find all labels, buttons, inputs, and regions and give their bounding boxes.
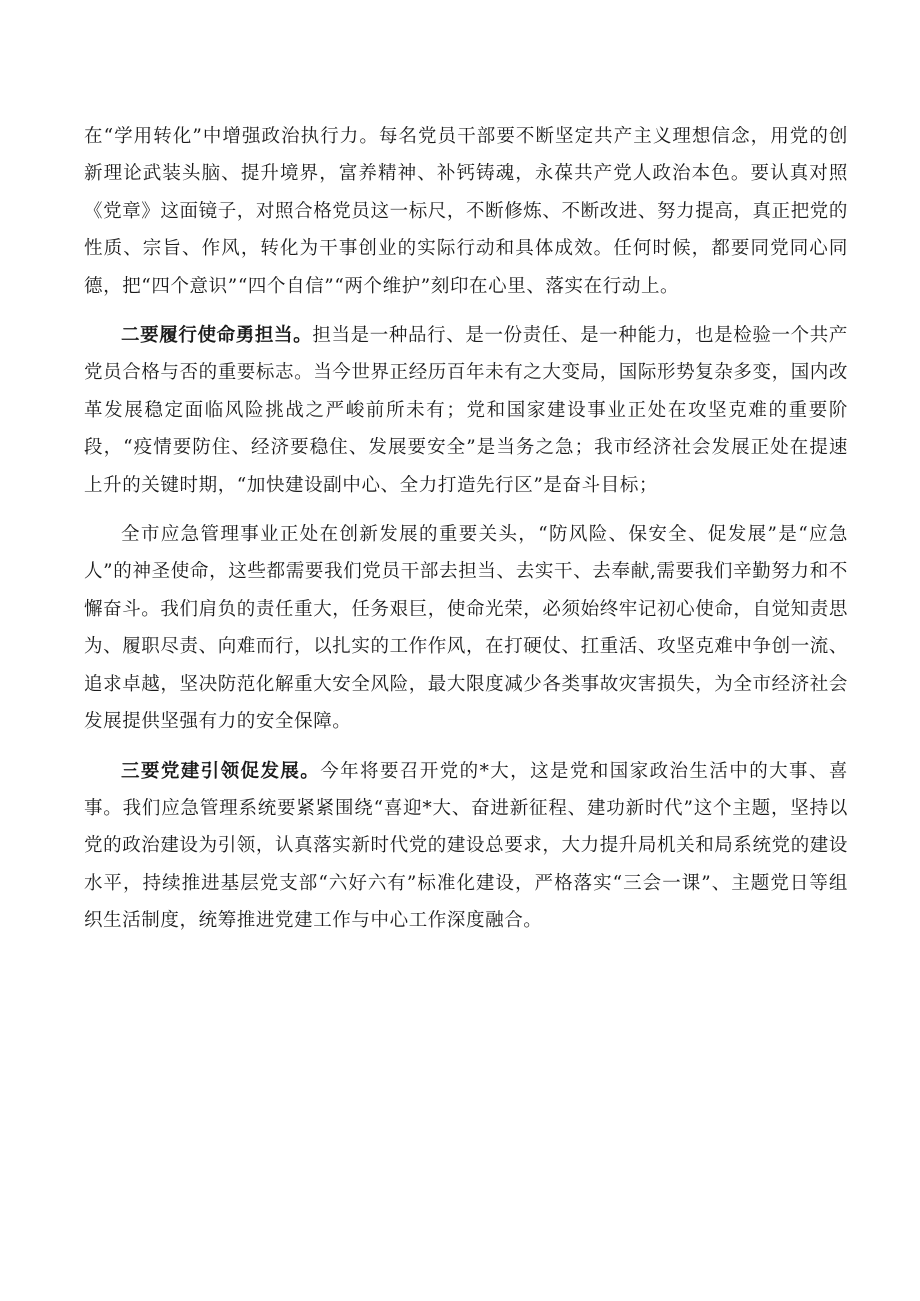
paragraph-1-text: 在“学用转化”中增强政治执行力。每名党员干部要不断坚定共产主义理想信念，用党的创新理论武装头脑、提升境界，富养精神、补钙铸魂，永葆共产党人政治本色。要认真对照《党章》这面镜子，对照合格党员这一标尺，不断修炼、不断改进、努力提高，真正把党的性质、宗旨、作风，转化为干事创业的实际行动和具体成效。任何时候，都要同党同心同德，把“四个意识”“四个自信”“两个维护”刻印在心里、落实在行动上。: [84, 126, 849, 297]
paragraph-4-text: 今年将要召开党的*大，这是党和国家政治生活中的大事、喜事。我们应急管理系统要紧紧围绕“喜迎*大、奋进新征程、建功新时代”这个主题，坚持以党的政治建设为引领，认真落实新时代党的建设总要求，大力提升局机关和局系统党的建设水平，持续推进基层党支部“六好六有”标准化建设，严格落实“三会一课”、主题党日等组织生活制度，统筹推进党建工作与中心工作深度融合。: [84, 760, 849, 932]
paragraph-emergency: [84, 516, 848, 740]
document-body: [84, 118, 848, 940]
paragraph-2-text: 担当是一种品行、是一份责任、是一种能力，也是检验一个共产党员合格与否的重要标志。当今世界正经历百年未有之大变局，国际形势复杂多变，国内改革发展稳定面临风险挑战之严峻前所未有；党和国家建设事业正处在攻坚克难的重要阶段，“疫情要防住、经济要稳住、发展要安全”是当务之急；我市经济社会发展正处在提速上升的关键时期，“加快建设副中心、全力打造先行区”是奋斗目标；: [84, 325, 849, 496]
paragraph-duty: [84, 317, 848, 504]
paragraph-gap: [84, 504, 848, 516]
paragraph-gap: [84, 305, 848, 317]
paragraph-party-building: [84, 753, 848, 940]
paragraph-3-text: 全市应急管理事业正处在创新发展的重要关头，“防风险、保安全、促发展”是“应急人”的神圣使命，这些都需要我们党员干部去担当、去实干、去奉献,需要我们辛勤努力和不懈奋斗。我们肩负的责任重大，任务艰巨，使命光荣，必须始终牢记初心使命，自觉知责思为、履职尽责、向难而行，以扎实的工作作风，在打硬仗、扛重活、攻坚克难中争创一流、追求卓越，坚决防范化解重大安全风险，最大限度减少各类事故灾害损失，为全市经济社会发展提供坚强有力的安全保障。: [84, 524, 849, 733]
section-heading-duty: 二要履行使命勇担当。: [121, 325, 313, 347]
paragraph-gap: [84, 741, 848, 753]
paragraph-continuation: [84, 118, 848, 305]
section-heading-party-building: 三要党建引领促发展。: [121, 760, 321, 782]
